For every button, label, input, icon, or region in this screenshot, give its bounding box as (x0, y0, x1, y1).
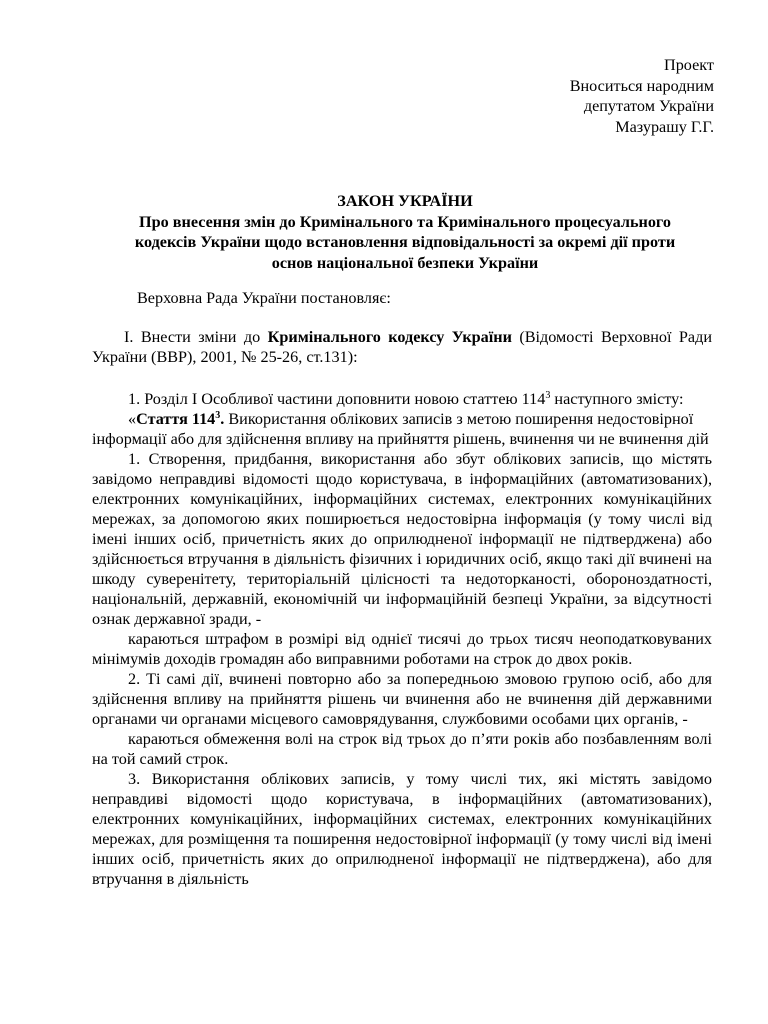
header-submitted-by: Вноситься народним (569, 76, 714, 95)
article-superscript: 3 (215, 410, 221, 421)
law-title-line-3: основ національної безпеки України (271, 253, 539, 272)
law-title-main: ЗАКОН УКРАЇНИ (337, 192, 473, 210)
section-1-prefix: І. Внести зміни до (124, 328, 268, 346)
header-author: Мазурашу Г.Г. (615, 117, 714, 136)
article-open-quote: « (128, 410, 137, 428)
article-paragraph-3: 3. Використання облікових записів, у тому числі тих, які містять завідомо неправдиві відомості щодо користувача, в інформаційних (автоматизованих), електронних комунікаційних, інформаційних системах, електронних комунікаційних мережах, для розміщення та поширення недостовірної інформації (у тому числі від імені інших осіб, причетність яких до оприлюдненої інформації не підтверджена), або для втручання в діяльність (92, 770, 712, 888)
header-deputy: депутатом України (583, 97, 714, 115)
header-project: Проект (664, 56, 714, 74)
article-title: Використання облікових записів з метою поширення недостовірної інформації або для здійснення впливу на прийняття рішень, вчинення чи не вчинення дій (92, 410, 709, 448)
article-paragraph-2: 2. Ті самі дії, вчинені повторно або за попередньою змовою групою осіб, або для здійснення впливу на прийняття рішень чи вчинення або не вчинення дій державними органами чи органами місцевого самоврядування, службовими особами цих органів, - (92, 670, 712, 728)
law-title (95, 191, 715, 273)
article-label-text: Стаття 114 (136, 410, 216, 428)
article-label-dot: . (220, 410, 225, 428)
article-penalty-2: караються обмеження волі на строк від трьох до п’яти років або позбавленням волі на той самий строк. (92, 730, 712, 768)
section-1 (92, 327, 712, 367)
decree-line: Верховна Рада України постановляє: (137, 289, 391, 307)
article-penalty-1: караються штрафом в розмірі від однієї тисячі до трьох тисяч неоподатковуваних мінімумів доходів громадян або виправними роботами на строк до двох років. (92, 630, 712, 668)
document-body (92, 288, 712, 889)
law-title-line-2: кодексів України щодо встановлення відповідальності за окремі дії проти (134, 233, 676, 251)
criminal-code-name: Кримінального кодексу України (267, 328, 512, 346)
article-heading (92, 409, 712, 449)
article-paragraph-1: 1. Створення, придбання, використання або збут облікових записів, що містять завідомо неправдиві відомості щодо користувача, в інформаційних (автоматизованих), електронних комунікаційних, інформаційних системах, електронних комунікаційних мережах, за допомогою яких поширюється недостовірна інформація (у тому числі від імені інших осіб, причетність яких до оприлюдненої інформації не підтверджена) або здійснюється втручання в діяльність фізичних і юридичних осіб, якщо такі дії вчинені на шкоду суверенітету, територіальній цілісності та недоторканості, обороноздатності, національній, державній, економічній чи інформаційній безпеці України, за відсутності ознак державної зради, - (92, 450, 712, 628)
item-1 (92, 389, 712, 409)
item-1-superscript: 3 (545, 390, 551, 401)
article-label (136, 410, 224, 428)
item-1-prefix: 1. Розділ І Особливої частини доповнити новою статтею 114 (128, 390, 546, 408)
item-1-suffix: наступного змісту: (550, 390, 684, 408)
section-1-suffix: (Відомості Верховної Ради України (ВВР), 2001, № 25-26, ст.131): (92, 328, 713, 366)
document-header (570, 55, 714, 137)
law-title-line-1: Про внесення змін до Кримінального та Кримінального процесуального (139, 212, 671, 231)
